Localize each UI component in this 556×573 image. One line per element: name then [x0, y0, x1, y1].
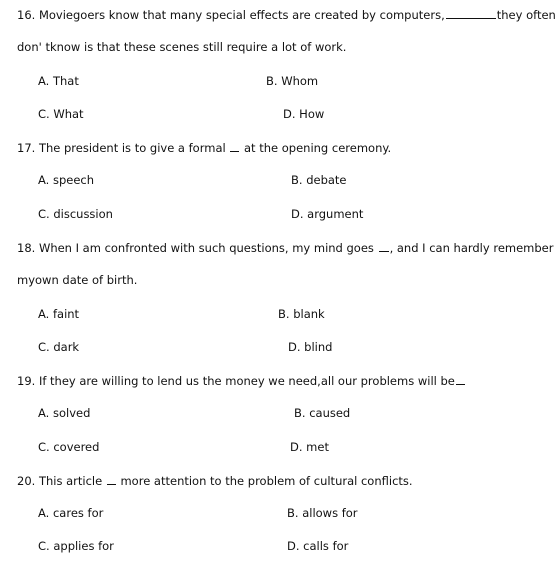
question-19-option-a: A. solved — [38, 406, 91, 420]
question-17-option-c: C. discussion — [38, 207, 113, 221]
question-16-option-d: D. How — [283, 107, 325, 121]
question-20-option-b: B. allows for — [287, 506, 358, 520]
question-18-text-a: 18. When I am confronted with such questions, my mind goes — [17, 241, 374, 255]
question-20-option-a: A. cares for — [38, 506, 104, 520]
question-18-option-a: A. faint — [38, 307, 80, 321]
question-18-blank — [379, 239, 389, 252]
question-18-stem — [17, 239, 553, 256]
question-18-option-c: C. dark — [38, 340, 80, 354]
question-16-text-a: 16. Moviegoers know that many special effects are created by computers, — [17, 8, 445, 22]
question-18-option-b: B. blank — [278, 307, 325, 321]
question-17-text-b: at the opening ceremony. — [244, 141, 392, 155]
question-18-text-b: , and I can hardly remember — [389, 241, 554, 255]
question-20-blank — [107, 472, 116, 485]
question-18-option-d: D. blind — [288, 340, 333, 354]
question-19-option-b: B. caused — [294, 406, 351, 420]
question-19-stem — [17, 372, 466, 389]
question-20-text-b: more attention to the problem of cultural conflicts. — [120, 474, 413, 488]
question-17-option-d: D. argument — [291, 207, 364, 221]
question-16-text-b: they often — [496, 8, 556, 22]
question-20-option-d: D. calls for — [287, 539, 349, 553]
question-20-stem — [17, 472, 413, 489]
question-17-blank — [230, 139, 239, 152]
question-18-stem-continued: myown date of birth. — [17, 273, 138, 287]
question-17-option-b: B. debate — [291, 173, 347, 187]
question-16-stem-continued: don' tknow is that these scenes still require a lot of work. — [17, 40, 347, 54]
question-16-option-b: B. Whom — [266, 74, 319, 88]
question-20-option-c: C. applies for — [38, 539, 114, 553]
question-16-stem — [17, 6, 556, 23]
question-19-blank — [456, 372, 465, 385]
question-16-option-c: C. What — [38, 107, 84, 121]
question-17-stem — [17, 139, 391, 156]
question-17-option-a: A. speech — [38, 173, 95, 187]
question-20-text-a: 20. This article — [17, 474, 103, 488]
question-16-blank — [446, 6, 496, 19]
question-17-text-a: 17. The president is to give a formal — [17, 141, 226, 155]
question-19-option-d: D. met — [290, 440, 329, 454]
question-16-option-a: A. That — [38, 74, 79, 88]
question-19-text-a: 19. If they are willing to lend us the money we need,all our problems will be — [17, 374, 455, 388]
question-19-option-c: C. covered — [38, 440, 100, 454]
